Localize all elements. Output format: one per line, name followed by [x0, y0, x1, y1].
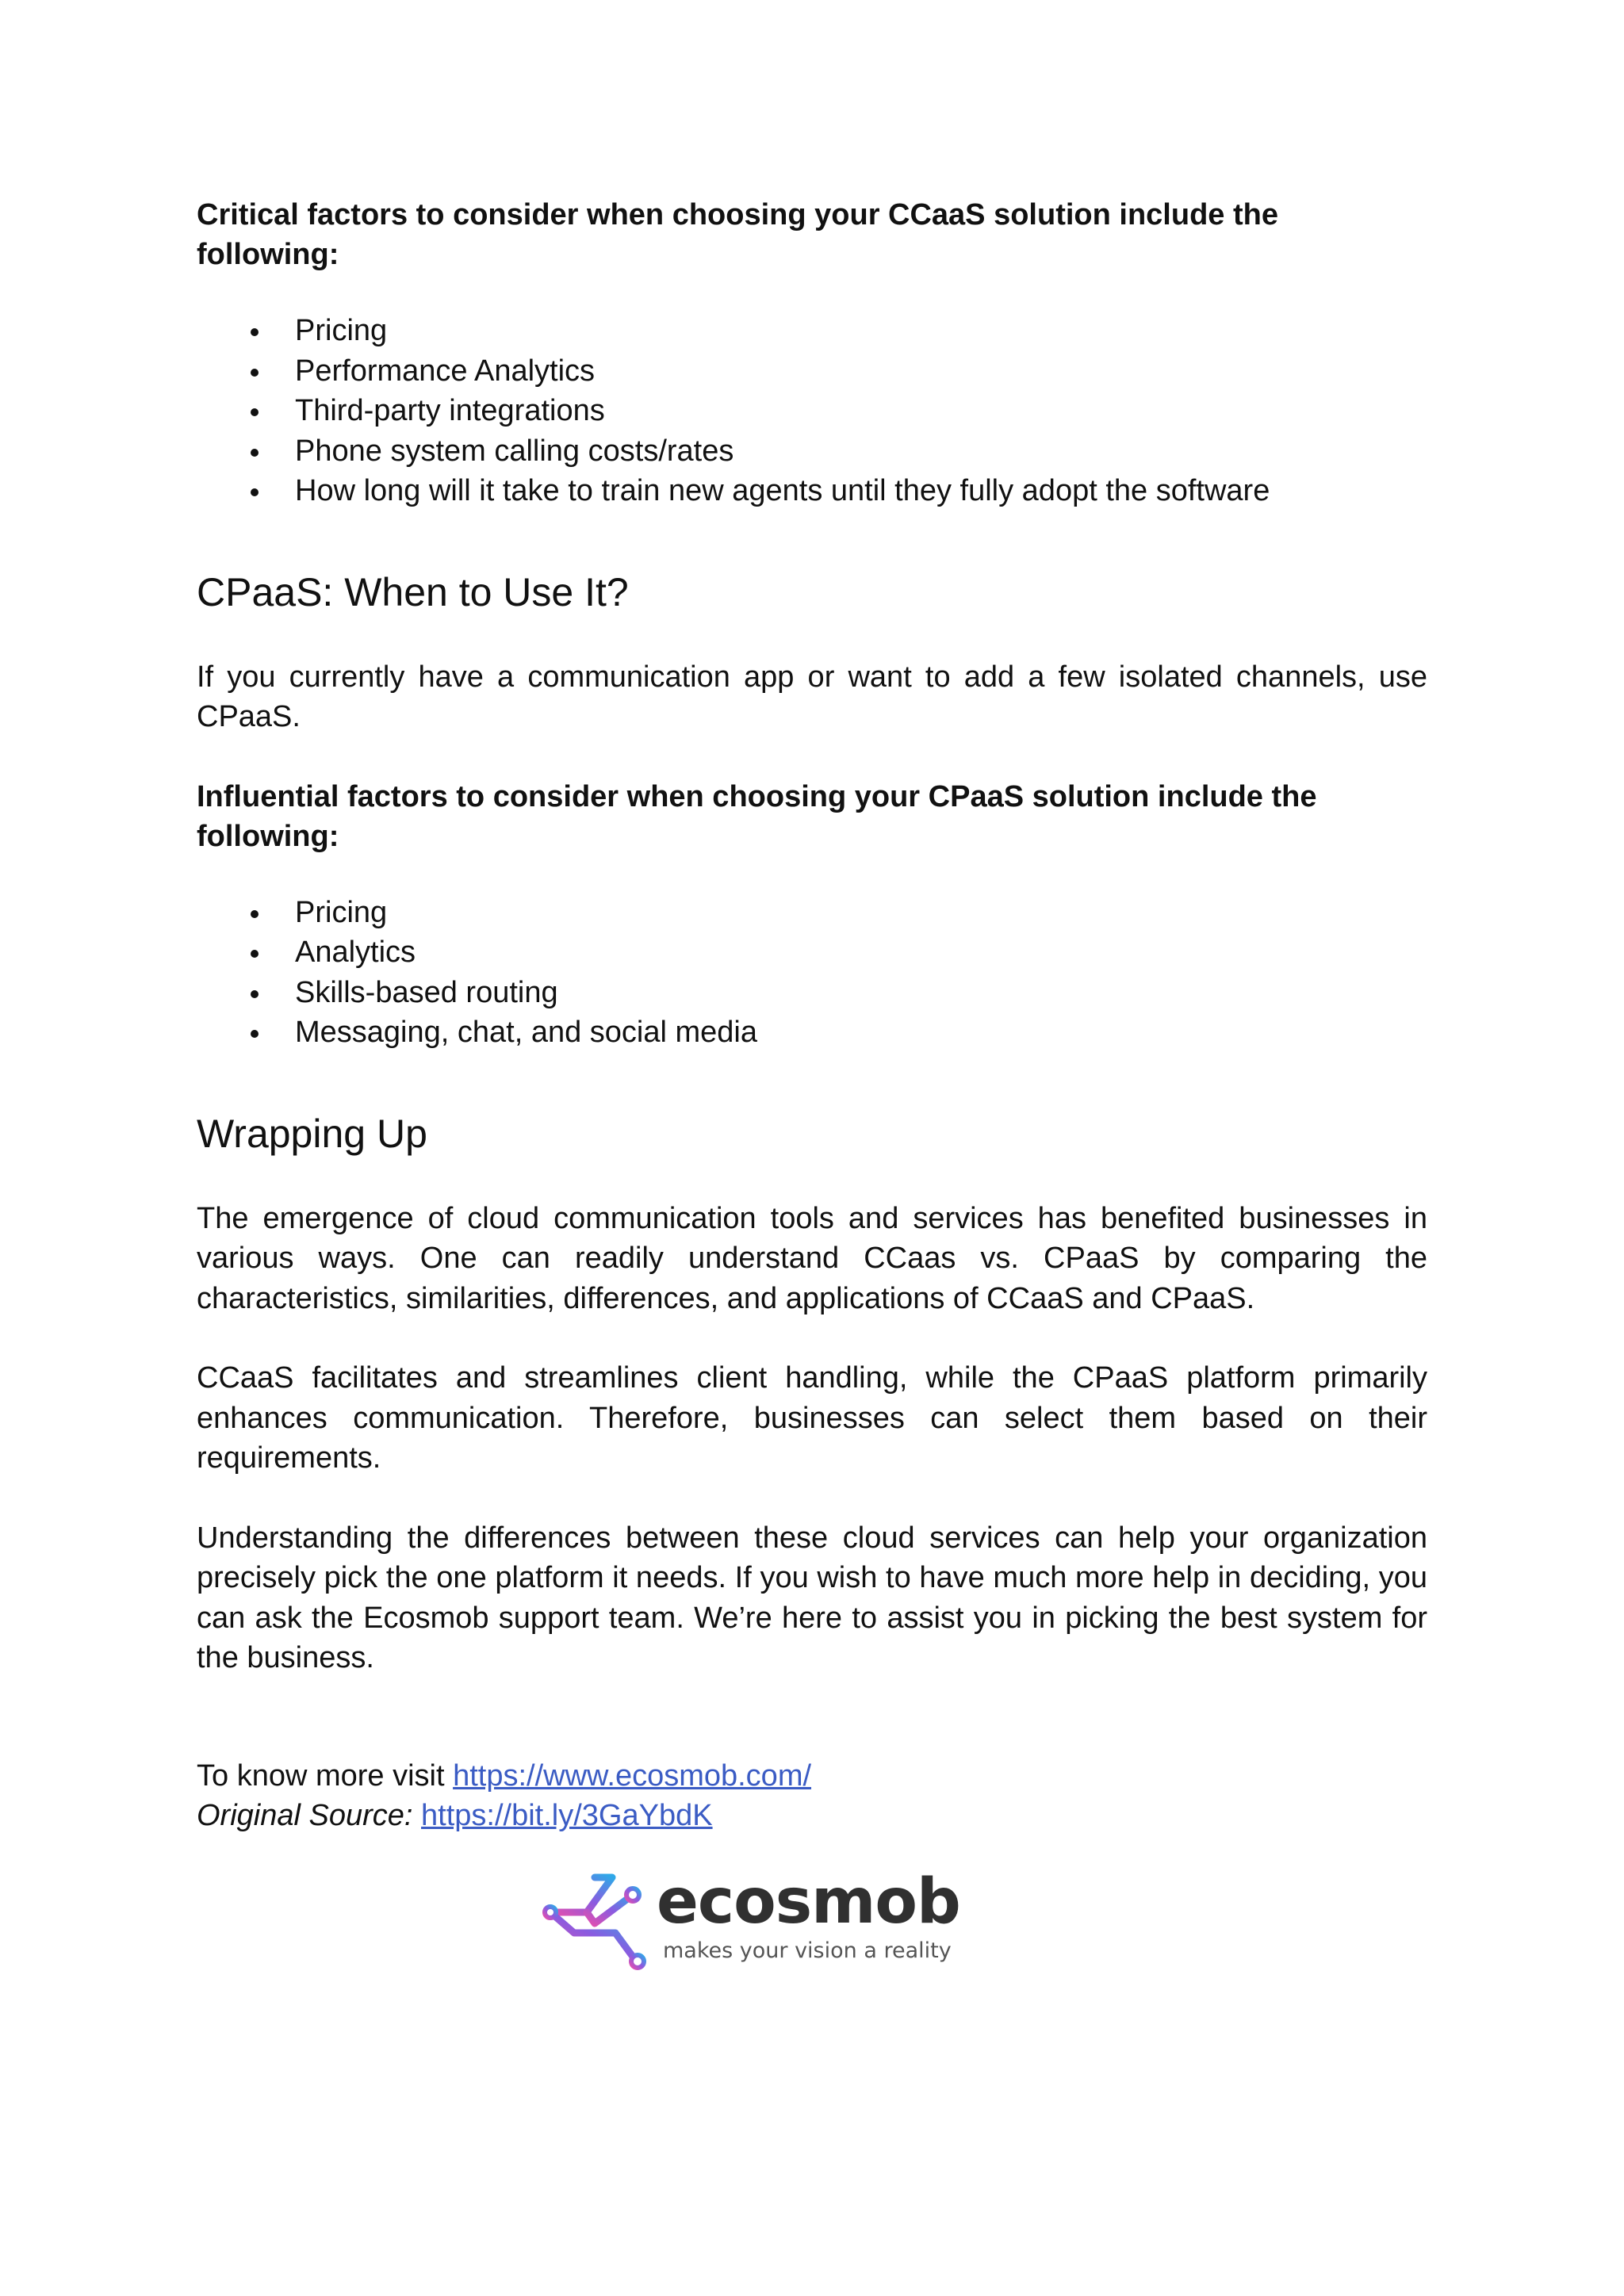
logo-wordmark: ecosmob — [657, 1866, 960, 1938]
know-more-label: To know more visit — [197, 1758, 454, 1793]
logo-tagline: makes your vision a reality — [663, 1938, 952, 1963]
wrapping-up-paragraph: Understanding the differences between these cloud services can help your organization precisely pick the one platform it needs. If you wish to have much more help in deciding, you can ask the Ecosmob support team. We’re here to assist you in picking the best system for the business. — [197, 1521, 1427, 1674]
bullet-icon — [251, 408, 259, 416]
original-source-line — [197, 1796, 1427, 1836]
cpaas-factors-heading: Influential factors to consider when choosing your CPaaS solution include the following: — [197, 779, 1317, 853]
ccaas-factors-list — [197, 311, 1427, 511]
ecosmob-logo — [539, 1863, 983, 1982]
list-item: Skills-based routing — [197, 973, 1427, 1013]
list-item: Analytics — [197, 932, 1427, 973]
bullet-icon — [251, 369, 259, 377]
bullet-icon — [251, 950, 259, 958]
list-item: Performance Analytics — [197, 351, 1427, 392]
ccaas-factors-heading: Critical factors to consider when choosing your CCaaS solution include the following: — [197, 198, 1278, 271]
original-source-link[interactable]: https://bit.ly/3GaYbdK — [421, 1799, 713, 1832]
bullet-icon — [251, 449, 259, 457]
original-source-label: Original Source: — [197, 1799, 413, 1832]
know-more-line — [197, 1756, 1427, 1797]
bullet-icon — [251, 488, 259, 496]
bullet-icon — [251, 990, 259, 998]
cpaas-intro: If you currently have a communication app or want to add a few isolated channels, use CPaaS. — [197, 660, 1427, 733]
bullet-icon — [251, 1030, 259, 1038]
list-item: Pricing — [197, 311, 1427, 351]
cpaas-factors-list — [197, 893, 1427, 1053]
list-item: How long will it take to train new agents until they fully adopt the software — [197, 471, 1427, 511]
wrapping-up-paragraph: CCaaS facilitates and streamlines client handling, while the CPaaS platform primarily enhances communication. Therefore, businesses can select them based on their requirements. — [197, 1361, 1427, 1475]
ecosmob-website-link[interactable]: https://www.ecosmob.com/ — [453, 1758, 812, 1793]
document-body — [197, 195, 1427, 1836]
list-item: Pricing — [197, 893, 1427, 933]
wrapping-up-title: Wrapping Up — [197, 1111, 427, 1156]
cpaas-section-title: CPaaS: When to Use It? — [197, 569, 629, 614]
list-item: Phone system calling costs/rates — [197, 431, 1427, 472]
wrapping-up-paragraph: The emergence of cloud communication tools and services has benefited businesses in various ways. One can readily understand CCaas vs. CPaaS by comparing the characteristics, similarities, differences, and applications of CCaaS and CPaaS. — [197, 1201, 1427, 1315]
list-item: Messaging, chat, and social media — [197, 1012, 1427, 1053]
list-item: Third-party integrations — [197, 391, 1427, 431]
bullet-icon — [251, 328, 259, 336]
bullet-icon — [251, 910, 259, 918]
ecosmob-circuit-icon — [539, 1863, 658, 1982]
